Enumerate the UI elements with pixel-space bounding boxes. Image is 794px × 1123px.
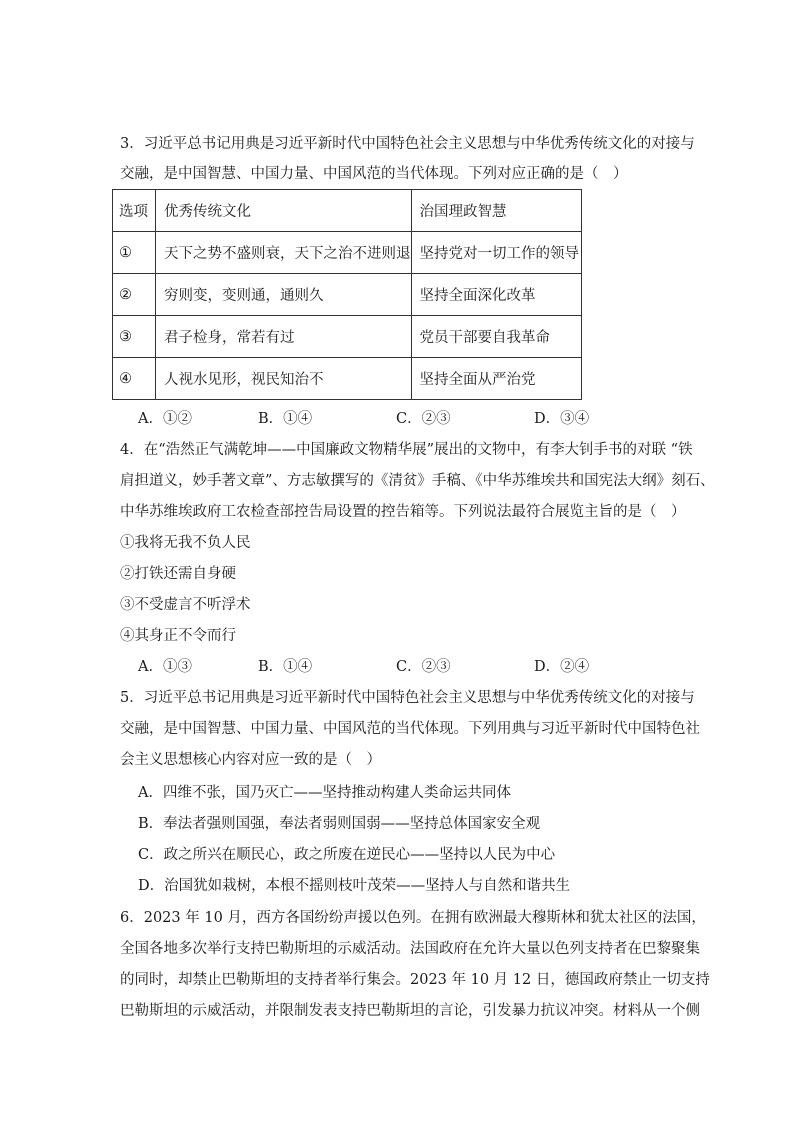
table-cell: 人视水见形，视民知治不 bbox=[156, 358, 412, 400]
table-cell: ③ bbox=[113, 316, 156, 358]
table-header-cell: 治国理政智慧 bbox=[411, 190, 581, 232]
q5-option-c[interactable]: C．政之所兴在顺民心，政之所废在逆民心——坚持以人民为中心 bbox=[138, 847, 556, 863]
q4-option-c[interactable]: C．②③ bbox=[396, 659, 451, 675]
q4-option-d[interactable]: D．②④ bbox=[534, 659, 590, 675]
q5-stem-line2: 交融，是中国智慧、中国力量、中国风范的当代体现。下列用典与习近平新时代中国特色社 bbox=[120, 721, 700, 737]
table-cell: ④ bbox=[113, 358, 156, 400]
table-cell: 穷则变，变则通，通则久 bbox=[156, 274, 412, 316]
q4-option-a[interactable]: A．①③ bbox=[138, 659, 192, 675]
q6-line2: 全国各地多次举行支持巴勒斯坦的示威活动。法国政府在允许大量以色列支持者在巴黎聚集 bbox=[120, 941, 700, 957]
q4-stem-line2: 肩担道义，妙手著文章”、方志敏撰写的《清贫》手稿、《中华苏维埃共和国宪法大纲》刻石、 bbox=[120, 473, 715, 489]
q4-statement-1: ①我将无我不负人民 bbox=[120, 535, 251, 551]
q6-line1: 6．2023 年 10 月，西方各国纷纷声援以色列。在拥有欧洲最大穆斯林和犹太社区的法国， bbox=[120, 910, 706, 926]
table-cell: 党员干部要自我革命 bbox=[411, 316, 581, 358]
table-cell: 坚持全面从严治党 bbox=[411, 358, 581, 400]
q5-option-b[interactable]: B．奉法者强则国强，奉法者弱则国弱——坚持总体国家安全观 bbox=[138, 816, 541, 832]
table-header-cell: 优秀传统文化 bbox=[156, 190, 412, 232]
table-row bbox=[113, 358, 582, 400]
q3-option-c[interactable]: C．②③ bbox=[396, 411, 451, 427]
q6-line4: 巴勒斯坦的示威活动，并限制发表支持巴勒斯坦的言论，引发暴力抗议冲突。材料从一个侧 bbox=[120, 1003, 700, 1019]
table-header-cell: 选项 bbox=[113, 190, 156, 232]
q3-stem-line1: 3．习近平总书记用典是习近平新时代中国特色社会主义思想与中华优秀传统文化的对接与 bbox=[120, 136, 695, 152]
table-cell: ② bbox=[113, 274, 156, 316]
q3-option-a[interactable]: A．①② bbox=[138, 411, 192, 427]
table-cell: 坚持党对一切工作的领导 bbox=[411, 232, 581, 274]
q5-option-a[interactable]: A．四维不张，国乃灭亡——坚持推动构建人类命运共同体 bbox=[138, 785, 511, 801]
table-row bbox=[113, 274, 582, 316]
q3-option-d[interactable]: D．③④ bbox=[534, 411, 590, 427]
q5-stem-line3: 会主义思想核心内容对应一致的是（ ） bbox=[120, 752, 381, 768]
table-cell: 坚持全面深化改革 bbox=[411, 274, 581, 316]
q3-stem-line2: 交融，是中国智慧、中国力量、中国风范的当代体现。下列对应正确的是（ ） bbox=[120, 166, 628, 182]
q4-stem-line3: 中华苏维埃政府工农检查部控告局设置的控告箱等。下列说法最符合展览主旨的是（ ） bbox=[120, 504, 686, 520]
q5-option-d[interactable]: D．治国犹如栽树，本根不摇则枝叶茂荣——坚持人与自然和谐共生 bbox=[138, 878, 571, 894]
q5-stem-line1: 5．习近平总书记用典是习近平新时代中国特色社会主义思想与中华优秀传统文化的对接与 bbox=[120, 690, 695, 706]
table-cell: 君子检身，常若有过 bbox=[156, 316, 412, 358]
table-header-row bbox=[113, 190, 582, 232]
table-row bbox=[113, 232, 582, 274]
q3-option-b[interactable]: B．①④ bbox=[258, 411, 313, 427]
q4-statement-3: ③不受虚言不听浮术 bbox=[120, 597, 251, 613]
q4-statement-2: ②打铁还需自身硬 bbox=[120, 566, 236, 582]
q4-statement-4: ④其身正不令而行 bbox=[120, 628, 236, 644]
table-cell: ① bbox=[113, 232, 156, 274]
q6-line3: 的同时，却禁止巴勒斯坦的支持者举行集会。2023 年 10 月 12 日，德国政府禁止一切支持 bbox=[120, 972, 710, 988]
table-row bbox=[113, 316, 582, 358]
table-cell: 天下之势不盛则衰，天下之治不进则退 bbox=[156, 232, 412, 274]
q4-option-b[interactable]: B．①④ bbox=[258, 659, 313, 675]
q3-table bbox=[112, 189, 582, 400]
q4-stem-line1: 4．在“浩然正气满乾坤——中国廉政文物精华展”展出的文物中，有李大钊手书的对联 “铁 bbox=[120, 442, 693, 458]
